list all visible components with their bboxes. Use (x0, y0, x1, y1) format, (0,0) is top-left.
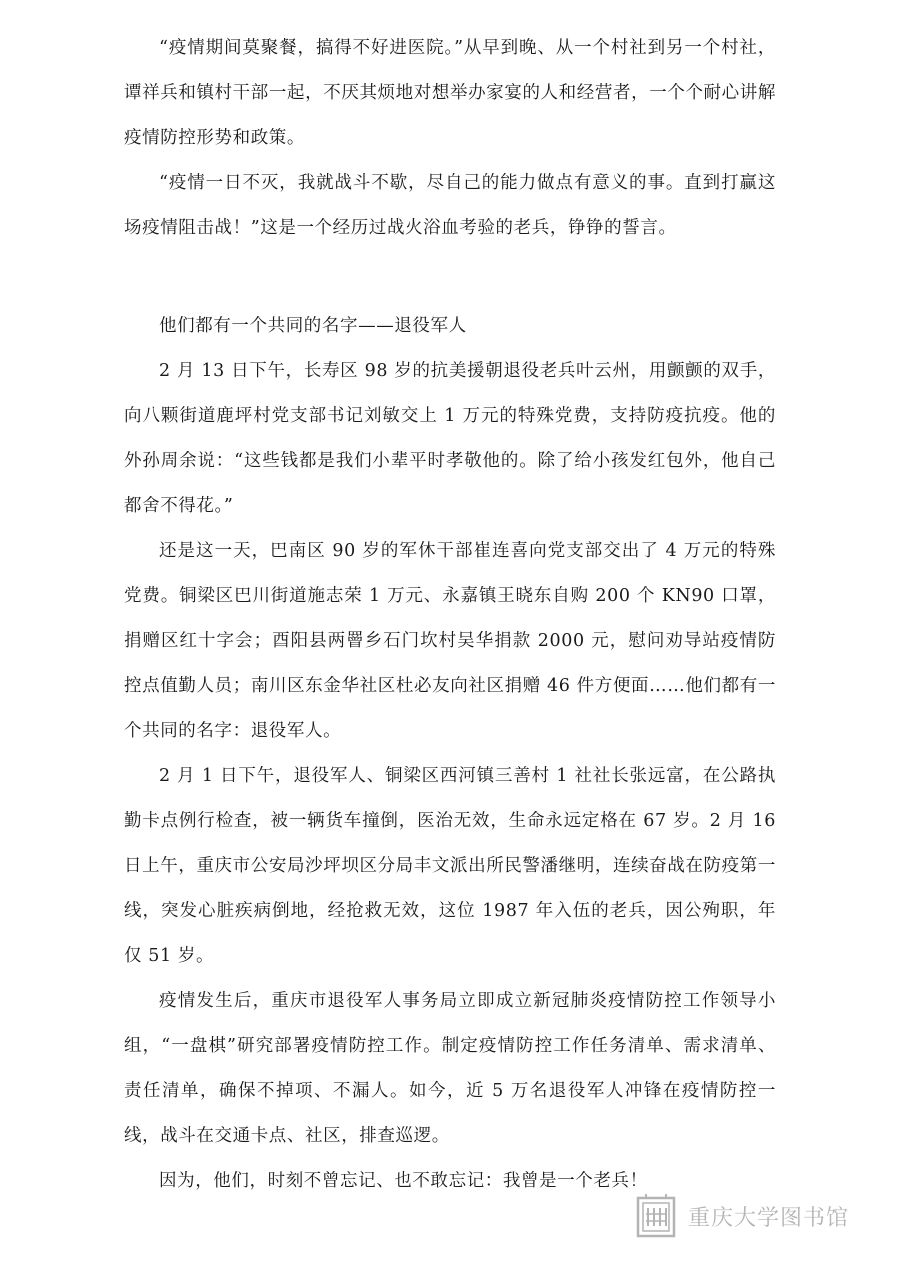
paragraph: 2 月 13 日下午，长寿区 98 岁的抗美援朝退役老兵叶云州，用颤颤的双手，向八颗街道鹿坪村党支部书记刘敏交上 1 万元的特殊党费，支持防疫抗疫。他的外孙周余说：“这些钱都是我们小辈平时孝敬他的。除了给小孩发红包外，他自己都舍不得花。” (124, 361, 776, 516)
library-seal-icon (636, 1194, 676, 1238)
paragraph: 还是这一天，巴南区 90 岁的军休干部崔连喜向党支部交出了 4 万元的特殊党费。铜梁区巴川街道施志荣 1 万元、永嘉镇王晓东自购 200 个 KN90 口罩，捐赠区红十字会；酉阳县两罾乡石门坎村吴华捐款 2000 元，慰问劝导站疫情防控点值勤人员；南川区东金华社区杜必友向社区捐赠 46 件方便面……他们都有一个共同的名字：退役军人。 (124, 541, 776, 741)
watermark-text: 重庆大学图书馆 (688, 1205, 850, 1231)
library-watermark (636, 1190, 876, 1242)
paragraph: 2 月 1 日下午，退役军人、铜梁区西河镇三善村 1 社社长张远富，在公路执勤卡点例行检查，被一辆货车撞倒，医治无效，生命永远定格在 67 岁。2 月 16 日上午，重庆市公安局沙坪坝区分局丰文派出所民警潘继明，连续奋战在防疫第一线，突发心脏疾病倒地，经抢救无效，这位 1987 年入伍的老兵，因公殉职，年仅 51 岁。 (124, 766, 776, 966)
paragraph: “疫情期间莫聚餐，搞得不好进医院。”从早到晚、从一个村社到另一个村社，谭祥兵和镇村干部一起，不厌其烦地对想举办家宴的人和经营者，一个个耐心讲解疫情防控形势和政策。 (124, 38, 776, 148)
paragraph: “疫情一日不灭，我就战斗不歇，尽自己的能力做点有意义的事。直到打赢这场疫情阻击战！”这是一个经历过战火浴血考验的老兵，铮铮的誓言。 (124, 173, 776, 238)
text-block-top (124, 26, 776, 251)
paragraph: 因为，他们，时刻不曾忘记、也不敢忘记：我曾是一个老兵！ (159, 1171, 648, 1191)
text-block-bottom (124, 304, 776, 1204)
paragraph: 疫情发生后，重庆市退役军人事务局立即成立新冠肺炎疫情防控工作领导小组，“一盘棋”研究部署疫情防控工作。制定疫情防控工作任务清单、需求清单、责任清单，确保不掉项、不漏人。如今，近 5 万名退役军人冲锋在疫情防控一线，战斗在交通卡点、社区，排查巡逻。 (124, 991, 776, 1146)
section-heading: 他们都有一个共同的名字——退役军人 (159, 316, 467, 336)
